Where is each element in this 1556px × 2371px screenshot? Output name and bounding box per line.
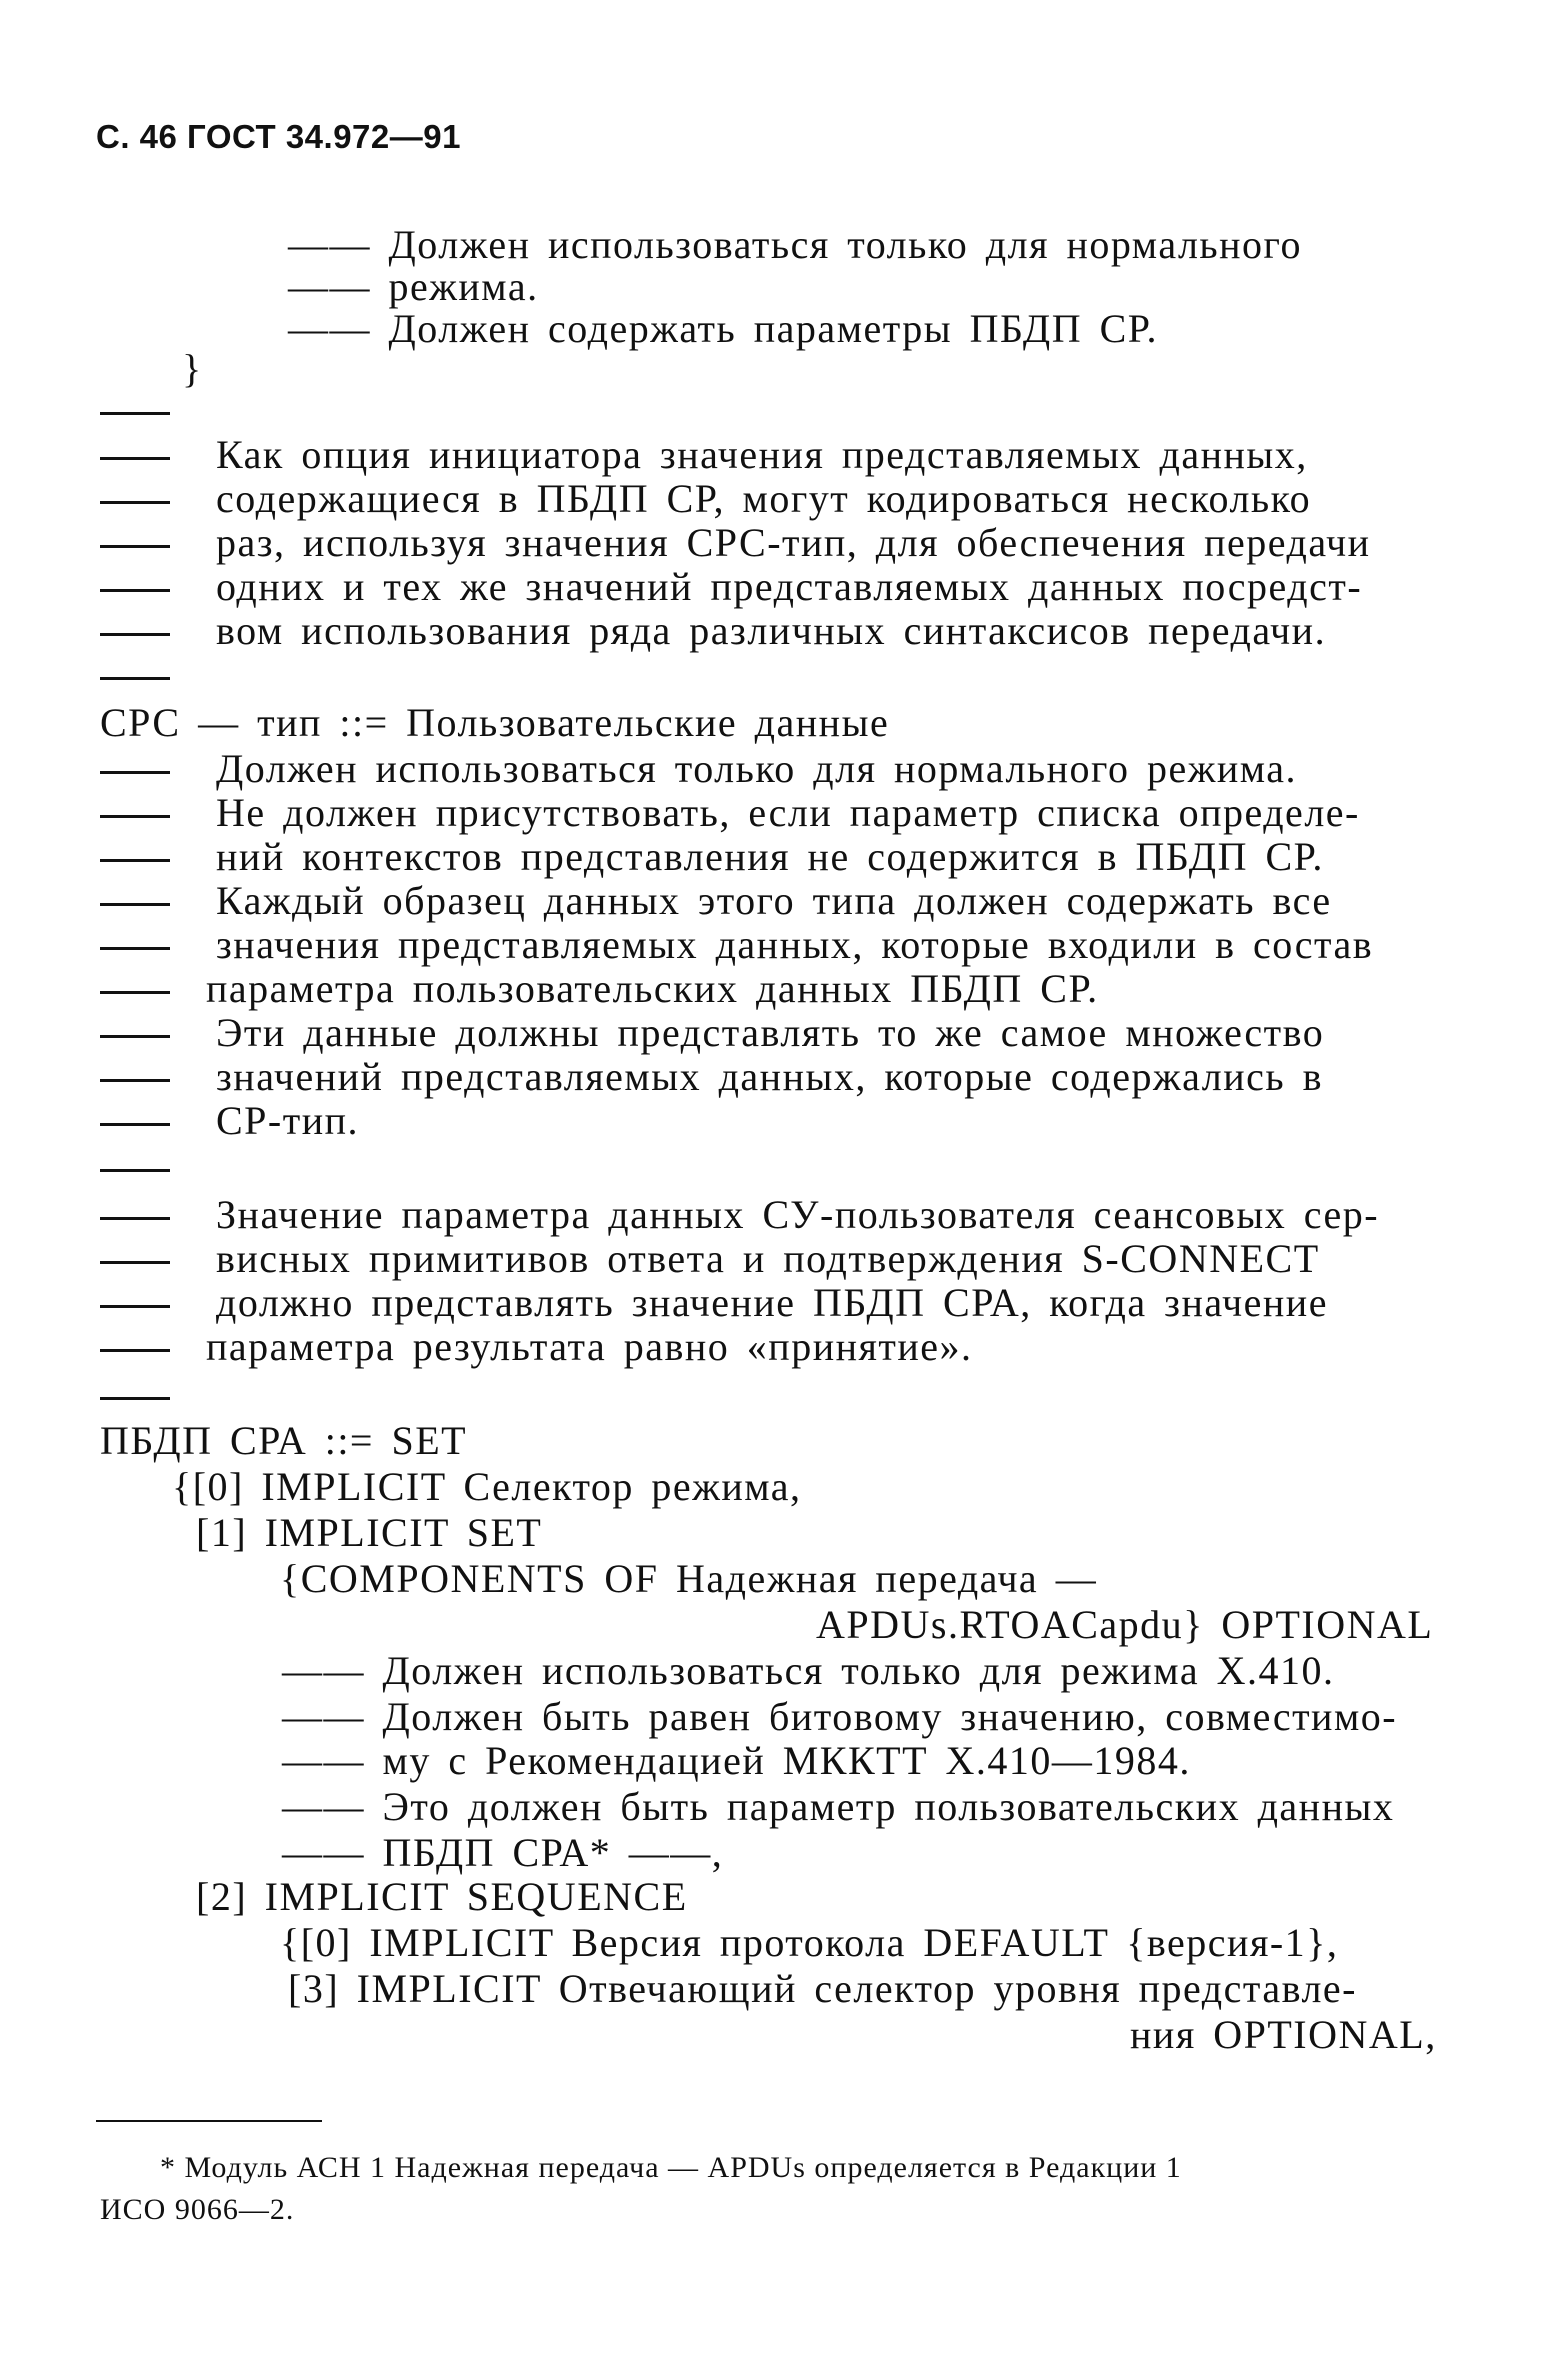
comment-dash bbox=[100, 677, 170, 680]
text-line: —— Это должен быть параметр пользовательских данных bbox=[282, 1784, 1395, 1829]
text-line: Должен использоваться только для нормального режима. bbox=[216, 746, 1298, 791]
closing-brace: } bbox=[182, 346, 203, 391]
text-line: висных примитивов ответа и подтверждения S-CONNECT bbox=[216, 1236, 1320, 1281]
text-line: СРС — тип ::= Пользовательские данные bbox=[100, 700, 890, 745]
text-line: вом использования ряда различных синтаксисов передачи. bbox=[216, 608, 1327, 653]
text-line: {[0] IMPLICIT Версия протокола DEFAULT {версия-1}, bbox=[280, 1920, 1339, 1965]
text-line: ния OPTIONAL, bbox=[1130, 2012, 1437, 2057]
text-line: значения представляемых данных, которые входили в состав bbox=[216, 922, 1374, 967]
comment-dash bbox=[100, 815, 170, 818]
text-line: одних и тех же значений представляемых данных посредст- bbox=[216, 564, 1363, 609]
text-line: [1] IMPLICIT SET bbox=[196, 1510, 543, 1555]
comment-dash bbox=[100, 1261, 170, 1264]
footnote-text: ИСО 9066—2. bbox=[100, 2193, 295, 2226]
text-line: параметра результата равно «принятие». bbox=[206, 1324, 973, 1369]
comment-dash bbox=[100, 1217, 170, 1220]
text-line: —— Должен быть равен битовому значению, совместимо- bbox=[282, 1694, 1398, 1739]
comment-dash bbox=[100, 771, 170, 774]
text-line: ПБДП СРА ::= SET bbox=[100, 1418, 468, 1463]
comment-dash bbox=[100, 1123, 170, 1126]
comment-dash bbox=[100, 947, 170, 950]
text-line: должно представлять значение ПБДП СРА, когда значение bbox=[216, 1280, 1328, 1325]
text-line: содержащиеся в ПБДП СР, могут кодироваться несколько bbox=[216, 476, 1312, 521]
text-line: —— режима. bbox=[288, 264, 539, 309]
comment-dash bbox=[100, 1397, 170, 1400]
text-line: —— Должен использоваться только для режима Х.410. bbox=[282, 1648, 1335, 1693]
text-line: —— Должен содержать параметры ПБДП СР. bbox=[288, 306, 1159, 351]
text-line: —— Должен использоваться только для нормального bbox=[288, 222, 1302, 267]
text-line: Не должен присутствовать, если параметр списка определе- bbox=[216, 790, 1360, 835]
text-line: [3] IMPLICIT Отвечающий селектор уровня представле- bbox=[288, 1966, 1357, 2011]
comment-dash bbox=[100, 1305, 170, 1308]
text-line: [2] IMPLICIT SEQUENCE bbox=[196, 1874, 688, 1919]
comment-dash bbox=[100, 545, 170, 548]
text-line: —— ПБДП СРА* ——, bbox=[282, 1830, 724, 1875]
page-header: С. 46 ГОСТ 34.972—91 bbox=[96, 118, 461, 155]
comment-dash bbox=[100, 1349, 170, 1352]
comment-dash bbox=[100, 991, 170, 994]
comment-dash bbox=[100, 1169, 170, 1172]
footnote-text: * Модуль АСН 1 Надежная передача — APDUs определяется в Редакции 1 bbox=[160, 2151, 1182, 2184]
footnote-rule bbox=[96, 2120, 322, 2122]
text-line: СР-тип. bbox=[216, 1098, 360, 1143]
comment-dash bbox=[100, 457, 170, 460]
text-line: Каждый образец данных этого типа должен содержать все bbox=[216, 878, 1332, 923]
comment-dash bbox=[100, 859, 170, 862]
comment-dash bbox=[100, 903, 170, 906]
text-line: Эти данные должны представлять то же самое множество bbox=[216, 1010, 1325, 1055]
text-line: ний контекстов представления не содержится в ПБДП СР. bbox=[216, 834, 1324, 879]
text-line: {[0] IMPLICIT Селектор режима, bbox=[172, 1464, 802, 1509]
comment-dash bbox=[100, 589, 170, 592]
comment-dash bbox=[100, 633, 170, 636]
text-line: {COMPONENTS OF Надежная передача — bbox=[280, 1556, 1098, 1601]
comment-dash bbox=[100, 501, 170, 504]
comment-dash bbox=[100, 1035, 170, 1038]
text-line: Значение параметра данных СУ-пользователя сеансовых сер- bbox=[216, 1192, 1380, 1237]
text-line: значений представляемых данных, которые содержались в bbox=[216, 1054, 1324, 1099]
text-line: APDUs.RTOACapdu} OPTIONAL bbox=[816, 1602, 1434, 1647]
text-line: раз, используя значения СРС-тип, для обеспечения передачи bbox=[216, 520, 1371, 565]
text-line: —— му с Рекомендацией МККТТ Х.410—1984. bbox=[282, 1738, 1191, 1783]
comment-dash bbox=[100, 412, 170, 415]
text-line: параметра пользовательских данных ПБДП СР. bbox=[206, 966, 1099, 1011]
comment-dash bbox=[100, 1079, 170, 1082]
text-line: Как опция инициатора значения представляемых данных, bbox=[216, 432, 1308, 477]
